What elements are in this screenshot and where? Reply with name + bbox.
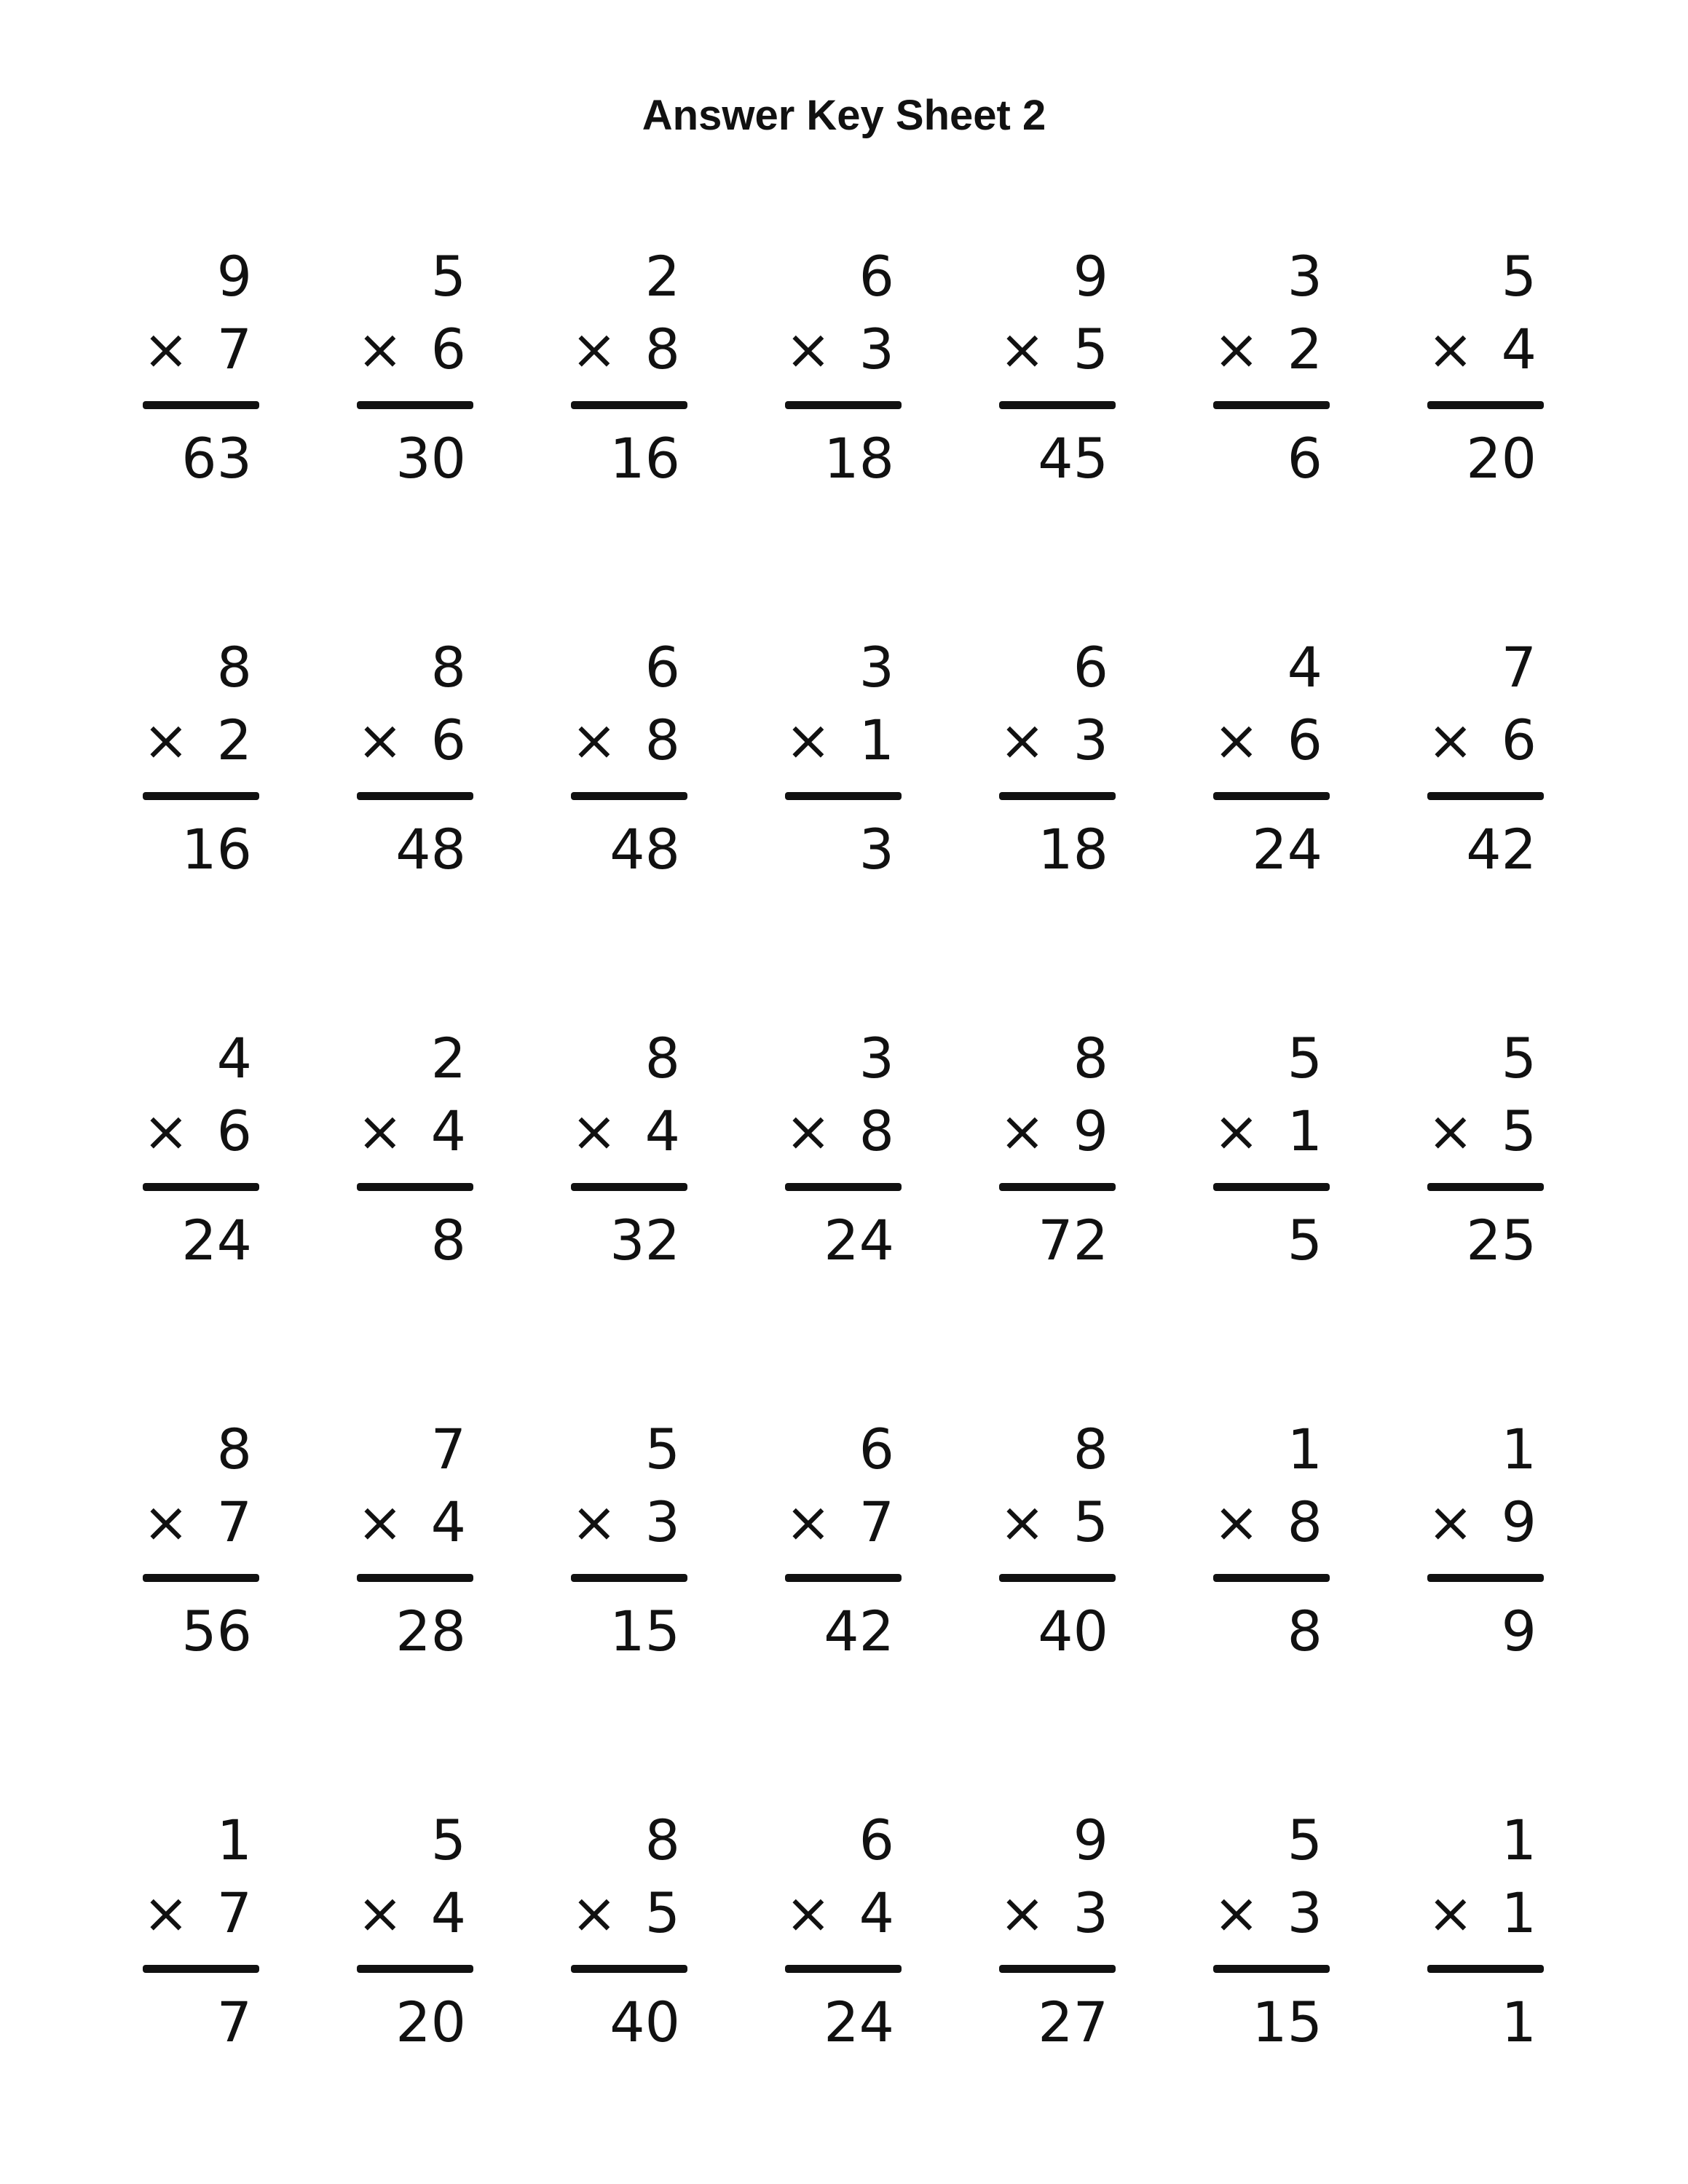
problem-grid — [143, 240, 1570, 2060]
multiplier: 4 — [430, 1880, 466, 1945]
answer: 18 — [1038, 817, 1108, 882]
answer: 27 — [1038, 1990, 1108, 2054]
times-sign: × — [1427, 708, 1474, 772]
times-sign: × — [357, 1880, 403, 1945]
answer: 16 — [181, 817, 252, 882]
answer-rule — [357, 1574, 473, 1582]
multiplier: 7 — [216, 1880, 252, 1945]
answer: 42 — [1466, 817, 1537, 882]
multiplicand: 6 — [1073, 635, 1108, 700]
times-sign: × — [785, 1489, 832, 1554]
answer-rule — [357, 792, 473, 800]
times-sign: × — [999, 1880, 1046, 1945]
multiplicand: 5 — [430, 1808, 466, 1872]
multiplication-problem — [1213, 240, 1330, 491]
answer: 20 — [395, 1990, 466, 2054]
answer: 56 — [181, 1599, 252, 1663]
answer-rule — [143, 792, 259, 800]
multiplier: 4 — [644, 1099, 680, 1163]
times-sign: × — [571, 1880, 618, 1945]
multiplier: 5 — [1073, 1489, 1108, 1554]
times-sign: × — [785, 708, 832, 772]
multiplication-problem — [357, 240, 473, 491]
answer-rule — [785, 401, 902, 409]
multiplicand: 4 — [1287, 635, 1322, 700]
multiplication-problem — [1213, 1022, 1330, 1273]
answer-rule — [143, 401, 259, 409]
multiplier: 4 — [430, 1099, 466, 1163]
answer-rule — [1213, 1183, 1330, 1191]
multiplier: 4 — [859, 1880, 894, 1945]
multiplicand: 5 — [430, 244, 466, 309]
multiplier: 2 — [1287, 317, 1322, 381]
times-sign: × — [143, 1880, 189, 1945]
answer: 63 — [181, 426, 252, 491]
multiplier: 9 — [1501, 1489, 1537, 1554]
answer: 24 — [181, 1208, 252, 1273]
answer-rule — [143, 1965, 259, 1973]
multiplier: 7 — [216, 1489, 252, 1554]
answer: 9 — [1501, 1599, 1537, 1663]
multiplication-problem — [785, 1804, 902, 2052]
answer-rule — [143, 1183, 259, 1191]
multiplier: 5 — [644, 1880, 680, 1945]
multiplier: 6 — [430, 317, 466, 381]
answer-rule — [571, 1183, 687, 1191]
multiplicand: 5 — [644, 1417, 680, 1481]
times-sign: × — [357, 317, 403, 381]
multiplier: 3 — [859, 317, 894, 381]
multiplier: 5 — [1073, 317, 1108, 381]
times-sign: × — [1213, 708, 1260, 772]
answer-rule — [785, 1183, 902, 1191]
multiplication-problem — [357, 1022, 473, 1273]
answer: 1 — [1501, 1990, 1537, 2054]
multiplier: 2 — [216, 708, 252, 772]
multiplicand: 8 — [1073, 1026, 1108, 1091]
answer-rule — [571, 401, 687, 409]
multiplier: 6 — [216, 1099, 252, 1163]
answer-rule — [1427, 401, 1544, 409]
answer: 6 — [1287, 426, 1322, 491]
answer-rule — [357, 1183, 473, 1191]
multiplier: 8 — [644, 317, 680, 381]
multiplier: 8 — [1287, 1489, 1322, 1554]
answer-rule — [999, 1965, 1116, 1973]
multiplier: 4 — [430, 1489, 466, 1554]
multiplier: 6 — [430, 708, 466, 772]
times-sign: × — [1213, 317, 1260, 381]
answer-rule — [785, 1965, 902, 1973]
times-sign: × — [143, 708, 189, 772]
answer-rule — [357, 1965, 473, 1973]
multiplicand: 7 — [430, 1417, 466, 1481]
times-sign: × — [785, 1099, 832, 1163]
multiplier: 8 — [644, 708, 680, 772]
times-sign: × — [999, 1489, 1046, 1554]
times-sign: × — [571, 317, 618, 381]
answer: 48 — [610, 817, 680, 882]
answer: 8 — [1287, 1599, 1322, 1663]
multiplication-problem — [143, 631, 259, 882]
multiplication-problem — [1427, 631, 1544, 882]
answer: 24 — [824, 1208, 894, 1273]
multiplication-problem — [571, 1804, 687, 2052]
multiplicand: 9 — [1073, 244, 1108, 309]
times-sign: × — [1427, 1099, 1474, 1163]
answer-rule — [1427, 1574, 1544, 1582]
multiplication-problem — [571, 1022, 687, 1273]
answer: 72 — [1038, 1208, 1108, 1273]
answer-rule — [1213, 401, 1330, 409]
multiplicand: 8 — [430, 635, 466, 700]
multiplication-problem — [571, 631, 687, 882]
multiplication-problem — [785, 1413, 902, 1661]
times-sign: × — [999, 317, 1046, 381]
multiplication-problem — [1213, 631, 1330, 882]
answer-rule — [357, 401, 473, 409]
multiplicand: 9 — [216, 244, 252, 309]
times-sign: × — [357, 1099, 403, 1163]
answer: 15 — [610, 1599, 680, 1663]
times-sign: × — [357, 708, 403, 772]
answer: 24 — [1252, 817, 1322, 882]
answer-rule — [1427, 792, 1544, 800]
answer: 16 — [610, 426, 680, 491]
multiplicand: 5 — [1287, 1808, 1322, 1872]
multiplier: 3 — [1073, 708, 1108, 772]
multiplicand: 2 — [430, 1026, 466, 1091]
multiplicand: 1 — [216, 1808, 252, 1872]
times-sign: × — [1427, 1880, 1474, 1945]
times-sign: × — [1213, 1489, 1260, 1554]
answer-rule — [1427, 1965, 1544, 1973]
multiplication-problem — [143, 240, 259, 491]
multiplier: 8 — [859, 1099, 894, 1163]
multiplication-problem — [571, 240, 687, 491]
multiplier: 7 — [216, 317, 252, 381]
multiplier: 4 — [1501, 317, 1537, 381]
multiplicand: 3 — [1287, 244, 1322, 309]
multiplicand: 8 — [216, 635, 252, 700]
answer: 20 — [1466, 426, 1537, 491]
multiplication-problem — [999, 631, 1116, 882]
answer-rule — [999, 401, 1116, 409]
multiplier: 1 — [1287, 1099, 1322, 1163]
multiplicand: 6 — [859, 1808, 894, 1872]
answer: 18 — [824, 426, 894, 491]
answer-rule — [785, 792, 902, 800]
times-sign: × — [1213, 1880, 1260, 1945]
multiplicand: 5 — [1501, 1026, 1537, 1091]
answer: 40 — [610, 1990, 680, 2054]
multiplication-problem — [1427, 1022, 1544, 1273]
answer-rule — [999, 1183, 1116, 1191]
answer-rule — [143, 1574, 259, 1582]
multiplier: 7 — [859, 1489, 894, 1554]
multiplication-problem — [143, 1022, 259, 1273]
multiplication-problem — [999, 240, 1116, 491]
multiplicand: 6 — [644, 635, 680, 700]
multiplication-problem — [357, 1413, 473, 1661]
multiplication-problem — [999, 1022, 1116, 1273]
answer-rule — [571, 1965, 687, 1973]
multiplication-problem — [785, 240, 902, 491]
answer: 3 — [859, 817, 894, 882]
answer-rule — [1213, 1574, 1330, 1582]
answer: 48 — [395, 817, 466, 882]
multiplication-problem — [785, 1022, 902, 1273]
answer: 28 — [395, 1599, 466, 1663]
answer: 25 — [1466, 1208, 1537, 1273]
answer: 40 — [1038, 1599, 1108, 1663]
times-sign: × — [143, 1489, 189, 1554]
times-sign: × — [1427, 1489, 1474, 1554]
answer-rule — [1213, 792, 1330, 800]
multiplication-problem — [571, 1413, 687, 1661]
multiplicand: 9 — [1073, 1808, 1108, 1872]
multiplication-problem — [143, 1413, 259, 1661]
multiplicand: 8 — [644, 1808, 680, 1872]
multiplier: 6 — [1287, 708, 1322, 772]
answer: 24 — [824, 1990, 894, 2054]
answer: 5 — [1287, 1208, 1322, 1273]
answer-rule — [1427, 1183, 1544, 1191]
multiplication-problem — [1213, 1804, 1330, 2052]
multiplier: 6 — [1501, 708, 1537, 772]
multiplier: 1 — [859, 708, 894, 772]
answer: 32 — [610, 1208, 680, 1273]
multiplicand: 5 — [1287, 1026, 1322, 1091]
multiplicand: 1 — [1501, 1417, 1537, 1481]
answer: 15 — [1252, 1990, 1322, 2054]
times-sign: × — [571, 1489, 618, 1554]
answer-rule — [1213, 1965, 1330, 1973]
multiplicand: 1 — [1501, 1808, 1537, 1872]
multiplicand: 2 — [644, 244, 680, 309]
answer-rule — [571, 1574, 687, 1582]
answer: 30 — [395, 426, 466, 491]
page-title: Answer Key Sheet 2 — [642, 92, 1046, 139]
times-sign: × — [999, 708, 1046, 772]
multiplier: 9 — [1073, 1099, 1108, 1163]
times-sign: × — [785, 1880, 832, 1945]
multiplicand: 4 — [216, 1026, 252, 1091]
multiplicand: 6 — [859, 1417, 894, 1481]
multiplicand: 6 — [859, 244, 894, 309]
answer-rule — [999, 792, 1116, 800]
answer: 7 — [216, 1990, 252, 2054]
times-sign: × — [999, 1099, 1046, 1163]
multiplication-problem — [999, 1413, 1116, 1661]
multiplication-problem — [357, 631, 473, 882]
multiplication-problem — [1213, 1413, 1330, 1661]
times-sign: × — [143, 1099, 189, 1163]
answer: 42 — [824, 1599, 894, 1663]
times-sign: × — [571, 1099, 618, 1163]
multiplicand: 8 — [216, 1417, 252, 1481]
multiplier: 3 — [1287, 1880, 1322, 1945]
times-sign: × — [571, 708, 618, 772]
multiplier: 3 — [644, 1489, 680, 1554]
answer-rule — [999, 1574, 1116, 1582]
multiplier: 1 — [1501, 1880, 1537, 1945]
multiplier: 3 — [1073, 1880, 1108, 1945]
times-sign: × — [357, 1489, 403, 1554]
multiplicand: 8 — [644, 1026, 680, 1091]
multiplication-problem — [143, 1804, 259, 2052]
multiplicand: 8 — [1073, 1417, 1108, 1481]
multiplicand: 3 — [859, 635, 894, 700]
multiplicand: 7 — [1501, 635, 1537, 700]
multiplicand: 1 — [1287, 1417, 1322, 1481]
answer: 45 — [1038, 426, 1108, 491]
times-sign: × — [143, 317, 189, 381]
multiplicand: 5 — [1501, 244, 1537, 309]
times-sign: × — [785, 317, 832, 381]
multiplication-problem — [1427, 1413, 1544, 1661]
multiplication-problem — [785, 631, 902, 882]
multiplication-problem — [357, 1804, 473, 2052]
answer: 8 — [430, 1208, 466, 1273]
answer-rule — [571, 792, 687, 800]
multiplication-problem — [999, 1804, 1116, 2052]
times-sign: × — [1427, 317, 1474, 381]
multiplication-problem — [1427, 1804, 1544, 2052]
multiplication-problem — [1427, 240, 1544, 491]
multiplicand: 3 — [859, 1026, 894, 1091]
multiplier: 5 — [1501, 1099, 1537, 1163]
answer-rule — [785, 1574, 902, 1582]
times-sign: × — [1213, 1099, 1260, 1163]
